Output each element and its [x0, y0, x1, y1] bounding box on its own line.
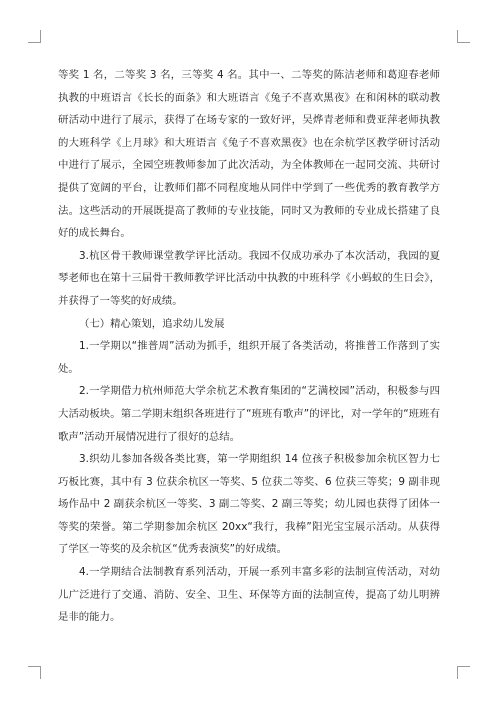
crop-mark-bottom-left: [28, 666, 41, 679]
paragraph-continuation: 等奖 1 名，二等奖 3 名，三等奖 4 名。其中一、二等奖的陈洁老师和葛迎春老师执教的中班语言《长长的面条》和大班语言《兔子不喜欢黑夜》在和闲林的联动教研活动中进行了展示，获得了在场专家的一致好评，吴烨青老师和费亚萍老师执教的大班科学《上月球》和大班语言《兔子不喜欢黑夜》也在余杭学区教学研讨活动中进行了展示，全园空班教师参加了此次活动，为全体教师在一起同交流、共研讨提供了宽阔的平台，让教师们都不同程度地从同伴中学到了一些优秀的教育教学方法。这些活动的开展既提高了教师的专业技能，同时又为教师的专业成长搭建了良好的成长舞台。: [58, 69, 440, 240]
paragraph-putonghua-week: 1.一学期以“推普周”活动为抓手，组织开展了各类活动，将推普工作落到了实处。: [58, 340, 440, 375]
crop-mark-top-right: [457, 30, 470, 43]
paragraph-art-campus: 2.一学期借力杭州师范大学余杭艺术教育集团的“艺满校园”活动，积极参与四大活动板块。第二学期末组织各班进行了“班班有歌声”的评比，对一学年的“班班有歌声”活动开展情况进行了很好的总结。: [58, 385, 440, 443]
paragraph-teaching-evaluation: 3.杭区骨干教师课堂教学评比活动。我园不仅成功承办了本次活动，我园的夏琴老师也在第十三届骨干教师教学评比活动中执教的中班科学《小蚂蚁的生日会》，并获得了一等奖的好成绩。: [58, 249, 440, 307]
paragraph-legal-education: 4.一学期结合法制教育系列活动，开展一系列丰富多彩的法制宣传活动，对幼儿广泛进行了交通、消防、安全、卫生、环保等方面的法制宣传，提高了幼儿明辨是非的能力。: [58, 566, 440, 624]
paragraph-competitions: 3.织幼儿参加各级各类比赛，第一学期组织 14 位孩子积极参加余杭区智力七巧板比赛，其中有 3 位获余杭区一等奖、5 位获二等奖、6 位获三等奖；9 副非现场作品中 2 副获余杭区一等奖、3 副二等奖、2 副三等奖；幼儿园也获得了团体一等奖的荣誉。第二学期参加余杭区 20xx“我行，我棒”阳光宝宝展示活动。从获得了学区一等奖的及余杭区“优秀表演奖”的好成绩。: [58, 453, 440, 556]
section-heading-child-development: （七）精心策划，追求幼儿发展: [79, 317, 225, 330]
crop-mark-bottom-right: [457, 666, 470, 679]
document-body: [58, 64, 440, 629]
crop-mark-top-left: [28, 30, 41, 43]
